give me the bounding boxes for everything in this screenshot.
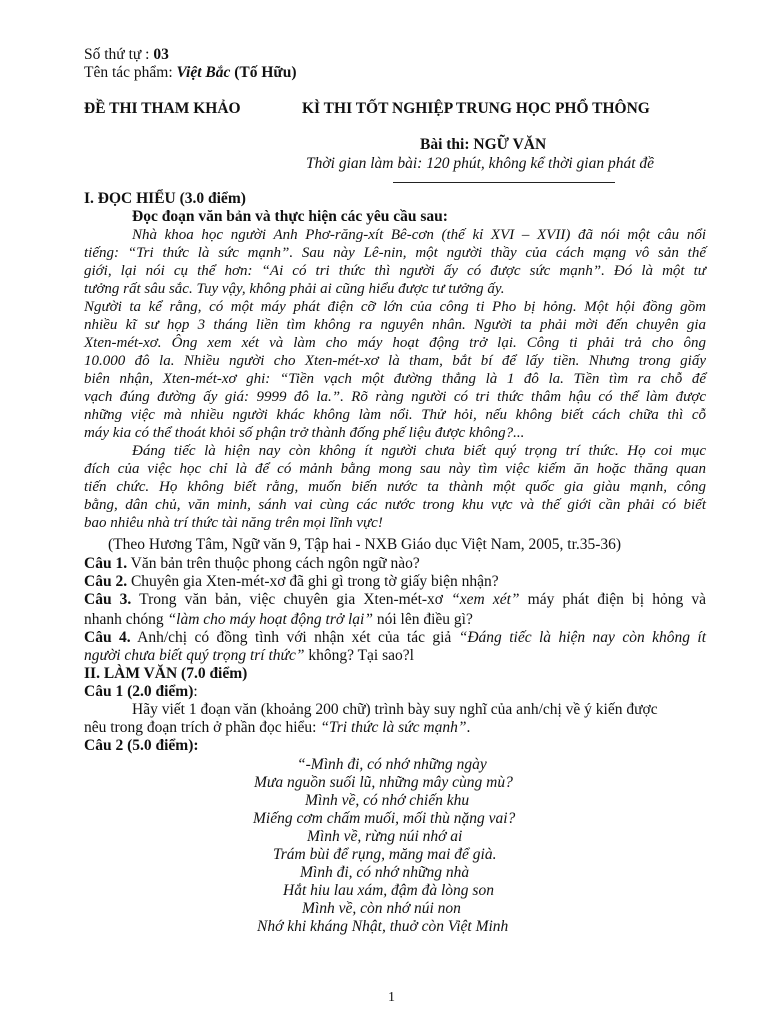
so-thu-tu-label: Số thứ tự : [84, 46, 154, 63]
question-4-text: không? Tại sao?l [304, 647, 414, 664]
passage-line: những việc mà nhiều người khác không làm nổi. Thử hỏi, nếu không biết cách chữa thì cỗ [84, 407, 706, 423]
question-4-line-2 [84, 647, 414, 665]
poem-line: Mình về, có nhớ chiến khu [305, 792, 470, 809]
ten-tac-pham-line [84, 64, 297, 82]
header-divider [393, 182, 615, 183]
poem-line: Mưa nguồn suối lũ, những mây cùng mù? [254, 774, 513, 791]
question-3-text: nhanh chóng [84, 611, 168, 628]
question-4-quote: người chưa biết quý trọng trí thức” [84, 647, 305, 664]
passage-line: máy kia có thể thoát khỏi số phận trở thành đống phế liệu được không?... [84, 425, 525, 441]
passage-line: bao nhiêu nhà trí thức tài năng trên mọi lĩnh vực! [84, 515, 383, 531]
part2-heading: II. LÀM VĂN (7.0 điểm) [84, 665, 248, 682]
passage-line: biên nhận, Xten-mét-xơ ghi: “Tiền vạch một đường thẳng là 1 đô la. Tiền tìm ra chỗ để [84, 371, 706, 387]
passage-line: Nhà khoa học người Anh Phơ-răng-xít Bê-cơn (thế kỉ XVI – XVII) đã nói một câu nổi [132, 227, 706, 243]
so-thu-tu-line [84, 46, 169, 64]
poem-line: Hắt hiu lau xám, đậm đà lòng son [283, 882, 494, 899]
question-3-text: Trong văn bản, việc chuyên gia Xten-mét-xơ [131, 591, 452, 608]
question-4-quote: “Đáng tiếc là hiện nay còn không ít [458, 629, 707, 646]
part1-heading: I. ĐỌC HIỂU (3.0 điểm) [84, 190, 246, 207]
exam-name-title: KÌ THI TỐT NGHIỆP TRUNG HỌC PHỔ THÔNG [302, 100, 650, 117]
part1-instruction: Đọc đoạn văn bản và thực hiện các yêu cầu sau: [132, 208, 448, 225]
essay-question-1-quote: “Tri thức là sức mạnh” [320, 719, 467, 736]
question-3-quote: “xem xét” [451, 591, 520, 608]
passage-line: vạch đúng đường ấy giá: 9999 đô la.”. Rõ ràng người có tri thức thâm hậu có thể làm được [84, 389, 706, 405]
poem-line: Trám bùi để rụng, măng mai để già. [273, 846, 497, 863]
work-title: Việt Bắc [176, 64, 231, 81]
poem-line: Miếng cơm chấm muối, mối thù nặng vai? [253, 810, 516, 827]
poem-line: Mình đi, có nhớ những nhà [300, 864, 470, 881]
question-4-line-1 [84, 629, 706, 647]
essay-question-1 [84, 683, 198, 701]
passage-line: tưởng rất sâu sắc. Tuy vậy, không phải ai cũng hiểu được tư tưởng ấy. [84, 281, 505, 297]
work-author: (Tố Hữu) [230, 64, 297, 81]
question-3-line-1 [84, 591, 706, 609]
passage-line: Xten-mét-xơ. Ông xem xét và làm cho máy hoạt động trở lại. Công ti phải trả cho ông [84, 335, 706, 351]
poem-line: Mình về, rừng núi nhớ ai [307, 828, 463, 845]
question-4-text: Anh/chị có đồng tình với nhận xét của tác giả [130, 629, 459, 646]
passage-line: Người ta kể rằng, có một máy phát điện cỡ lớn của công ti Pho bị hỏng. Một hội đồng gồm [84, 299, 706, 315]
passage-source: (Theo Hương Tâm, Ngữ văn 9, Tập hai - NXB Giáo dục Việt Nam, 2005, tr.35-36) [108, 536, 622, 553]
question-3-text: nói lên điều gì? [373, 611, 473, 628]
essay-question-1-colon: : [193, 683, 198, 700]
passage-line: tiến chức. Họ không biết rằng, muốn biến nước ta thành một quốc gia giàu mạnh, công [84, 479, 706, 495]
question-2 [84, 573, 499, 591]
poem-line: Nhớ khi kháng Nhật, thuở còn Việt Minh [257, 918, 509, 935]
essay-question-1-line: Hãy viết 1 đoạn văn (khoảng 200 chữ) trình bày suy nghĩ của anh/chị về ý kiến được [132, 701, 658, 718]
question-3-text: máy phát điện bị hỏng và [519, 591, 706, 608]
time-note: Thời gian làm bài: 120 phút, không kể thời gian phát đề [306, 155, 655, 172]
essay-question-1-text: nêu trong đoạn trích ở phần đọc hiểu: [84, 719, 321, 736]
exam-type-title: ĐỀ THI THAM KHẢO [84, 100, 241, 117]
passage-line: đích của việc học chỉ là để có mảnh bằng mong sau này tìm việc kiếm ăn hoặc thăng quan [84, 461, 706, 477]
so-thu-tu-value: 03 [153, 46, 169, 63]
ten-tac-pham-label: Tên tác phẩm: [84, 64, 177, 81]
passage-line: tiếng: “Tri thức là sức mạnh”. Sau này Lê-nin, một người thầy của cách mạng vô sản thế [84, 245, 706, 261]
passage-line: nhiều kĩ sư họp 3 tháng liền tìm không ra nguyên nhân. Người ta phải mời đến chuyên gia [84, 317, 706, 333]
question-1-label: Câu 1. [84, 555, 128, 572]
page-number: 1 [388, 990, 395, 1005]
question-3-label: Câu 3. [84, 591, 132, 608]
subject-title: Bài thi: NGỮ VĂN [420, 136, 547, 153]
essay-question-1-text: . [466, 719, 471, 736]
question-4-label: Câu 4. [84, 629, 131, 646]
question-2-label: Câu 2. [84, 573, 128, 590]
essay-question-2-label: Câu 2 (5.0 điểm): [84, 737, 199, 754]
question-3-quote: “làm cho máy hoạt động trở lại” [167, 611, 373, 628]
essay-question-1-line [84, 719, 470, 737]
passage-line: giới, lại nói cụ thể hơn: “Ai có tri thức thì người ấy có được sức mạnh”. Đó là một tư [84, 263, 706, 279]
poem-line: Mình về, còn nhớ núi non [302, 900, 461, 917]
passage-line: 10.000 đô la. Nhiều người cho Xten-mét-xơ là tham, bắt bí để lấy tiền. Nhưng trong giấy [84, 353, 706, 369]
question-2-text: Chuyên gia Xten-mét-xơ đã ghi gì trong tờ giấy biện nhận? [127, 573, 499, 590]
essay-question-1-label: Câu 1 (2.0 điểm) [84, 683, 194, 700]
question-3-line-2 [84, 611, 473, 629]
passage-line: bằng, dân chủ, văn minh, sánh vai cùng các nước trong khu vực và thế giới cần phải có biết [84, 497, 706, 513]
question-1-text: Văn bản trên thuộc phong cách ngôn ngữ nào? [127, 555, 420, 572]
passage-line: Đáng tiếc là hiện nay còn không ít người chưa biết quý trọng trí thức. Họ coi mục [132, 443, 706, 459]
poem-line: “-Mình đi, có nhớ những ngày [297, 756, 487, 773]
question-1 [84, 555, 420, 573]
